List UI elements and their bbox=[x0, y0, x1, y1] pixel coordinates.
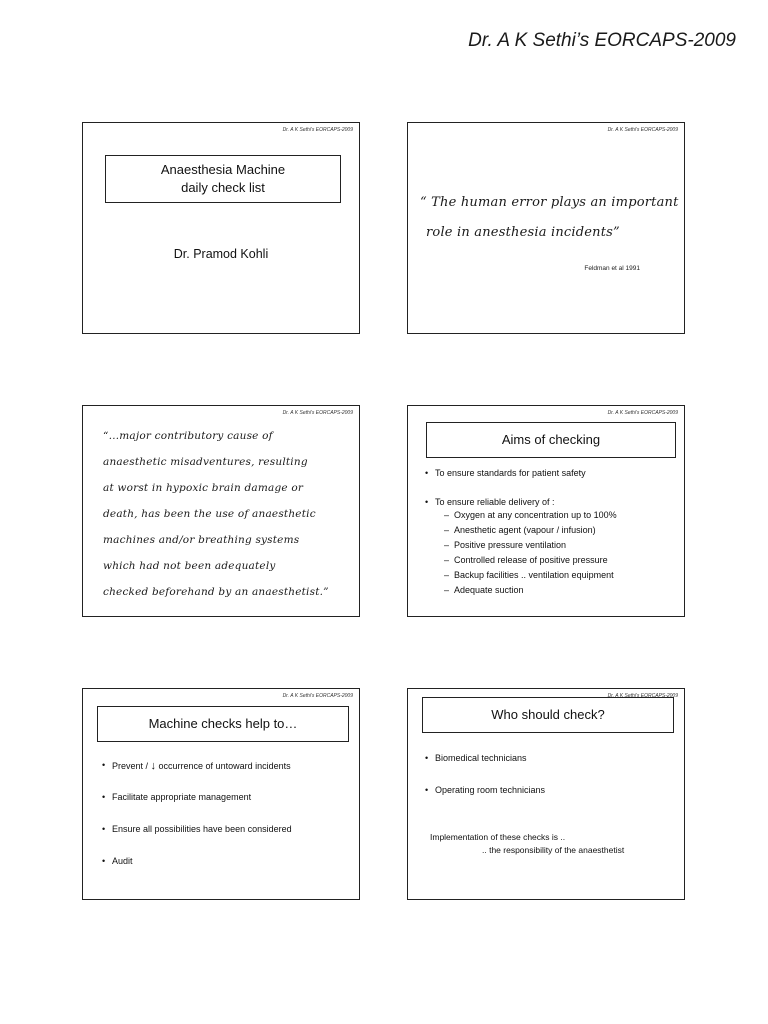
quote-line: “…major contributory cause of bbox=[103, 430, 273, 442]
sub-list-item: – Controlled release of positive pressure bbox=[444, 553, 617, 568]
slide-watermark: Dr. A K Sethi's EORCAPS-2009 bbox=[607, 693, 678, 699]
quote-line: which had not been adequately bbox=[103, 560, 276, 572]
sub-list-item: – Adequate suction bbox=[444, 583, 617, 598]
slide-watermark: Dr. A K Sethi's EORCAPS-2009 bbox=[607, 127, 678, 133]
sub-list-item: – Anesthetic agent (vapour / infusion) bbox=[444, 523, 617, 538]
slide-5 bbox=[82, 688, 360, 900]
quote-line: “ The human error plays an important bbox=[420, 195, 679, 210]
quote-line: anaesthetic misadventures, resulting bbox=[103, 456, 308, 468]
bullet-list bbox=[101, 792, 251, 802]
implementation-note: Implementation of these checks is .. bbox=[430, 832, 566, 842]
list-item bbox=[424, 497, 617, 598]
bullet-list bbox=[424, 468, 586, 478]
implementation-note: .. the responsibility of the anaesthetist bbox=[482, 845, 625, 855]
quote-line: role in anesthesia incidents” bbox=[426, 225, 620, 240]
slide-title-box bbox=[426, 422, 676, 458]
bullet-list bbox=[424, 497, 617, 598]
list-item: • Ensure all possibilities have been considered bbox=[101, 824, 292, 834]
quote-line: machines and/or breathing systems bbox=[103, 534, 300, 546]
slide-1 bbox=[82, 122, 360, 334]
slide-watermark: Dr. A K Sethi's EORCAPS-2009 bbox=[282, 693, 353, 699]
slide-watermark: Dr. A K Sethi's EORCAPS-2009 bbox=[282, 127, 353, 133]
slide-3 bbox=[82, 405, 360, 617]
list-item: • Audit bbox=[101, 856, 133, 866]
slide-watermark: Dr. A K Sethi's EORCAPS-2009 bbox=[607, 410, 678, 416]
list-item bbox=[101, 760, 291, 772]
quote-citation: Feldman et al 1991 bbox=[584, 265, 640, 272]
list-item: • To ensure standards for patient safety bbox=[424, 468, 586, 478]
bullet-list bbox=[424, 753, 527, 763]
bullet-list bbox=[101, 856, 133, 866]
bullet-list bbox=[424, 785, 545, 795]
sub-list-item: – Oxygen at any concentration up to 100% bbox=[444, 508, 617, 523]
quote-line: at worst in hypoxic brain damage or bbox=[103, 482, 304, 494]
slide-title-box bbox=[105, 155, 341, 203]
list-item-text: To ensure reliable delivery of : bbox=[435, 497, 555, 507]
slide-author: Dr. Pramod Kohli bbox=[173, 247, 269, 261]
slide-title-box bbox=[97, 706, 349, 742]
slide-6 bbox=[407, 688, 685, 900]
quote-line: checked beforehand by an anaesthetist.” bbox=[103, 586, 329, 598]
sub-list-item: – Positive pressure ventilation bbox=[444, 538, 617, 553]
slide-title-line: daily check list bbox=[181, 180, 265, 195]
list-item-text: occurrence of untoward incidents bbox=[156, 761, 291, 771]
slide-title-line: Anaesthesia Machine bbox=[160, 162, 286, 177]
list-item: • Operating room technicians bbox=[424, 785, 545, 795]
bullet-list bbox=[101, 824, 292, 834]
page-header-title: Dr. A K Sethi’s EORCAPS-2009 bbox=[468, 30, 736, 51]
list-item-text: Prevent / bbox=[112, 761, 151, 771]
down-arrow-icon: ↓ bbox=[150, 760, 157, 772]
sub-list bbox=[435, 508, 617, 598]
list-item: • Facilitate appropriate management bbox=[101, 792, 251, 802]
slide-title: Aims of checking bbox=[501, 432, 601, 447]
slide-title: Who should check? bbox=[491, 707, 605, 722]
list-item: • Biomedical technicians bbox=[424, 753, 527, 763]
quote-line: death, has been the use of anaesthetic bbox=[103, 508, 316, 520]
slide-2 bbox=[407, 122, 685, 334]
slide-4 bbox=[407, 405, 685, 617]
slide-watermark: Dr. A K Sethi's EORCAPS-2009 bbox=[282, 410, 353, 416]
bullet-list bbox=[101, 760, 291, 772]
sub-list-item: – Backup facilities .. ventilation equipment bbox=[444, 568, 617, 583]
slide-title-box bbox=[422, 697, 674, 733]
slide-title: Machine checks help to… bbox=[148, 716, 298, 731]
